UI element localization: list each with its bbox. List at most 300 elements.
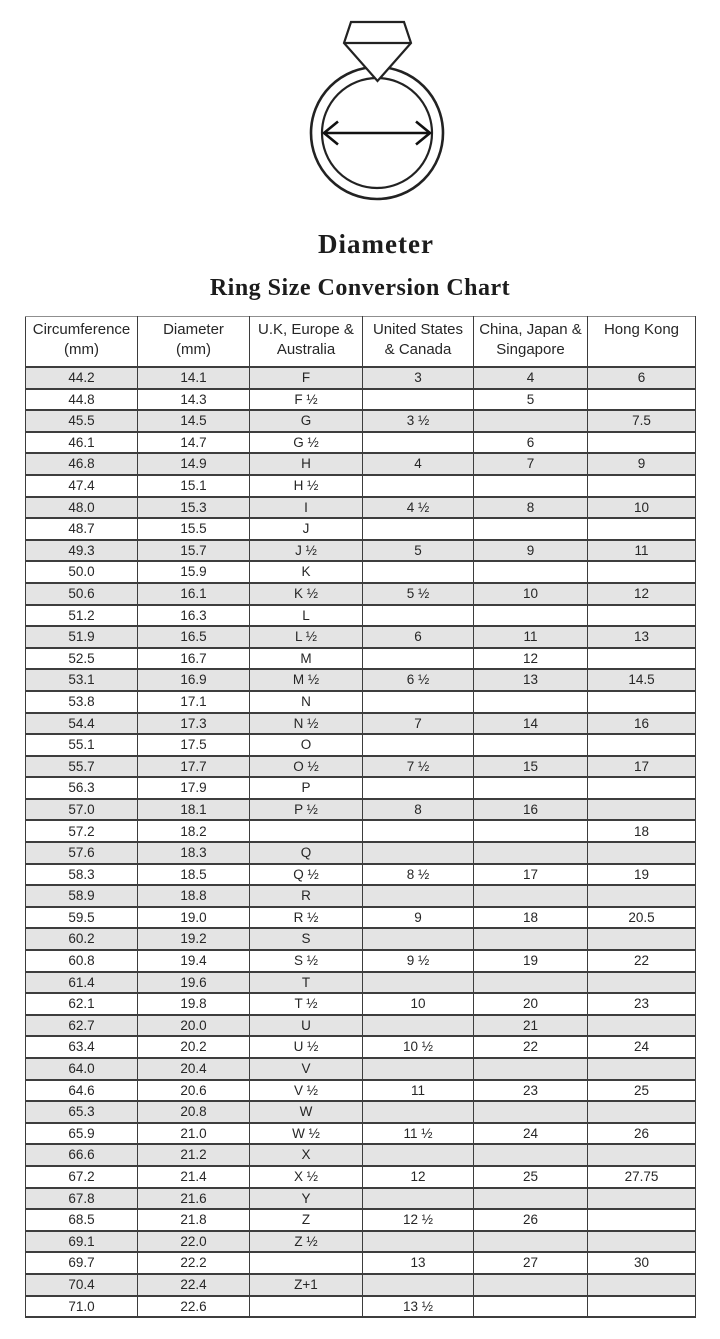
table-cell: 50.6 bbox=[26, 583, 138, 605]
column-header-circumference: Circumference (mm) bbox=[26, 317, 138, 368]
table-cell bbox=[474, 777, 588, 799]
table-cell: 17.9 bbox=[138, 777, 250, 799]
table-cell: 5 bbox=[474, 389, 588, 411]
table-cell: 7 ½ bbox=[363, 756, 474, 778]
table-row bbox=[26, 1080, 696, 1102]
table-cell: 16 bbox=[474, 799, 588, 821]
table-cell: 11 ½ bbox=[363, 1123, 474, 1145]
table-cell bbox=[588, 972, 696, 994]
table-cell: 47.4 bbox=[26, 475, 138, 497]
table-cell bbox=[474, 1101, 588, 1123]
table-cell: 63.4 bbox=[26, 1036, 138, 1058]
table-cell: 18 bbox=[588, 820, 696, 842]
table-cell: 23 bbox=[474, 1080, 588, 1102]
table-cell: 10 ½ bbox=[363, 1036, 474, 1058]
table-cell bbox=[474, 1188, 588, 1210]
table-row bbox=[26, 605, 696, 627]
table-cell bbox=[363, 820, 474, 842]
table-cell: 10 bbox=[474, 583, 588, 605]
table-cell: 14.1 bbox=[138, 367, 250, 389]
table-cell bbox=[588, 1188, 696, 1210]
table-row bbox=[26, 1058, 696, 1080]
table-cell: 21 bbox=[474, 1015, 588, 1037]
table-cell: 13 bbox=[474, 669, 588, 691]
table-cell: 5 bbox=[363, 540, 474, 562]
table-cell: 25 bbox=[474, 1166, 588, 1188]
table-cell: 11 bbox=[474, 626, 588, 648]
table-cell: 46.8 bbox=[26, 453, 138, 475]
table-cell bbox=[474, 518, 588, 540]
table-cell: L bbox=[250, 605, 363, 627]
table-cell: 51.9 bbox=[26, 626, 138, 648]
table-cell: 15.9 bbox=[138, 561, 250, 583]
table-cell: 69.7 bbox=[26, 1252, 138, 1274]
table-cell bbox=[474, 885, 588, 907]
table-cell bbox=[363, 972, 474, 994]
table-cell bbox=[588, 777, 696, 799]
table-cell: 8 bbox=[474, 497, 588, 519]
table-cell: 45.5 bbox=[26, 410, 138, 432]
table-cell: 16.7 bbox=[138, 648, 250, 670]
table-cell: 61.4 bbox=[26, 972, 138, 994]
table-row bbox=[26, 453, 696, 475]
table-cell: 18.1 bbox=[138, 799, 250, 821]
table-body bbox=[26, 367, 696, 1317]
table-cell: 12 bbox=[474, 648, 588, 670]
table-cell: N bbox=[250, 691, 363, 713]
table-cell: 58.9 bbox=[26, 885, 138, 907]
table-cell: 27.75 bbox=[588, 1166, 696, 1188]
table-row bbox=[26, 842, 696, 864]
table-cell: 62.1 bbox=[26, 993, 138, 1015]
table-cell: 55.1 bbox=[26, 734, 138, 756]
table-cell bbox=[363, 734, 474, 756]
table-cell: 46.1 bbox=[26, 432, 138, 454]
table-cell: 17 bbox=[588, 756, 696, 778]
page-title: Ring Size Conversion Chart bbox=[209, 275, 511, 301]
table-cell bbox=[588, 1144, 696, 1166]
diameter-arrow-icon bbox=[324, 122, 430, 145]
column-header-hong-kong: Hong Kong bbox=[588, 317, 696, 368]
table-cell: 18.3 bbox=[138, 842, 250, 864]
table-cell: 17.5 bbox=[138, 734, 250, 756]
ring-size-conversion-table bbox=[25, 316, 696, 1318]
table-cell: 20.6 bbox=[138, 1080, 250, 1102]
table-cell: 57.0 bbox=[26, 799, 138, 821]
table-cell bbox=[588, 1101, 696, 1123]
table-cell: P ½ bbox=[250, 799, 363, 821]
table-cell: 71.0 bbox=[26, 1296, 138, 1318]
table-cell: R ½ bbox=[250, 907, 363, 929]
table-row bbox=[26, 1188, 696, 1210]
table-cell: Y bbox=[250, 1188, 363, 1210]
table-cell: 26 bbox=[588, 1123, 696, 1145]
table-cell bbox=[474, 820, 588, 842]
table-cell: 19.6 bbox=[138, 972, 250, 994]
table-cell: 27 bbox=[474, 1252, 588, 1274]
table-cell: 14.7 bbox=[138, 432, 250, 454]
table-cell bbox=[363, 928, 474, 950]
table-cell: T ½ bbox=[250, 993, 363, 1015]
table-cell: 22.4 bbox=[138, 1274, 250, 1296]
table-cell bbox=[474, 1296, 588, 1318]
table-cell: 64.0 bbox=[26, 1058, 138, 1080]
table-cell bbox=[474, 605, 588, 627]
table-cell: 67.2 bbox=[26, 1166, 138, 1188]
table-cell: 4 bbox=[363, 453, 474, 475]
table-cell bbox=[363, 1015, 474, 1037]
table-cell: N ½ bbox=[250, 713, 363, 735]
table-row bbox=[26, 1144, 696, 1166]
table-cell: 6 bbox=[588, 367, 696, 389]
table-cell: J bbox=[250, 518, 363, 540]
table-row bbox=[26, 626, 696, 648]
table-cell: U bbox=[250, 1015, 363, 1037]
table-cell: 13 bbox=[588, 626, 696, 648]
table-cell: 70.4 bbox=[26, 1274, 138, 1296]
table-cell: 14 bbox=[474, 713, 588, 735]
table-cell bbox=[363, 1101, 474, 1123]
table-cell: 19.8 bbox=[138, 993, 250, 1015]
table-cell: 60.8 bbox=[26, 950, 138, 972]
table-cell bbox=[363, 1188, 474, 1210]
table-cell bbox=[588, 389, 696, 411]
table-cell: 58.3 bbox=[26, 864, 138, 886]
table-cell bbox=[588, 842, 696, 864]
table-row bbox=[26, 993, 696, 1015]
table-cell: 57.6 bbox=[26, 842, 138, 864]
table-cell: 49.3 bbox=[26, 540, 138, 562]
table-cell: G ½ bbox=[250, 432, 363, 454]
table-cell: H bbox=[250, 453, 363, 475]
table-cell bbox=[250, 1252, 363, 1274]
table-cell: 50.0 bbox=[26, 561, 138, 583]
table-cell: 21.8 bbox=[138, 1209, 250, 1231]
table-cell: Z+1 bbox=[250, 1274, 363, 1296]
table-cell: 15.3 bbox=[138, 497, 250, 519]
table-row bbox=[26, 669, 696, 691]
table-cell: 30 bbox=[588, 1252, 696, 1274]
table-cell: 6 ½ bbox=[363, 669, 474, 691]
table-cell: K ½ bbox=[250, 583, 363, 605]
table-cell: 12 bbox=[588, 583, 696, 605]
table-cell: 24 bbox=[588, 1036, 696, 1058]
table-cell: M ½ bbox=[250, 669, 363, 691]
table-row bbox=[26, 950, 696, 972]
table-cell: 57.2 bbox=[26, 820, 138, 842]
table-cell: S ½ bbox=[250, 950, 363, 972]
table-row bbox=[26, 1101, 696, 1123]
table-cell bbox=[363, 561, 474, 583]
table-cell: R bbox=[250, 885, 363, 907]
table-cell: 48.0 bbox=[26, 497, 138, 519]
table-cell: 44.8 bbox=[26, 389, 138, 411]
table-cell: 24 bbox=[474, 1123, 588, 1145]
table-cell: 51.2 bbox=[26, 605, 138, 627]
table-cell bbox=[588, 885, 696, 907]
table-cell: P bbox=[250, 777, 363, 799]
table-cell: 10 bbox=[363, 993, 474, 1015]
table-cell bbox=[474, 410, 588, 432]
table-cell: 56.3 bbox=[26, 777, 138, 799]
table-cell: 19.0 bbox=[138, 907, 250, 929]
table-cell: 8 ½ bbox=[363, 864, 474, 886]
table-cell bbox=[474, 842, 588, 864]
table-cell bbox=[588, 734, 696, 756]
ring-diagram bbox=[291, 10, 461, 215]
table-cell: I bbox=[250, 497, 363, 519]
table-row bbox=[26, 777, 696, 799]
table-cell: 19.4 bbox=[138, 950, 250, 972]
table-row bbox=[26, 972, 696, 994]
table-cell bbox=[588, 475, 696, 497]
table-cell: 21.4 bbox=[138, 1166, 250, 1188]
table-cell bbox=[363, 691, 474, 713]
table-cell: 18.2 bbox=[138, 820, 250, 842]
table-cell bbox=[363, 1231, 474, 1253]
table-cell bbox=[588, 1058, 696, 1080]
table-cell: 9 bbox=[588, 453, 696, 475]
table-cell bbox=[588, 518, 696, 540]
table-cell bbox=[588, 561, 696, 583]
table-row bbox=[26, 1231, 696, 1253]
table-cell: 53.1 bbox=[26, 669, 138, 691]
table-cell: V bbox=[250, 1058, 363, 1080]
table-cell bbox=[363, 432, 474, 454]
table-cell bbox=[363, 1058, 474, 1080]
table-cell: 14.9 bbox=[138, 453, 250, 475]
table-cell: F ½ bbox=[250, 389, 363, 411]
table-cell: 17.7 bbox=[138, 756, 250, 778]
table-cell: 23 bbox=[588, 993, 696, 1015]
table-cell: 20.0 bbox=[138, 1015, 250, 1037]
table-cell: 7.5 bbox=[588, 410, 696, 432]
table-cell bbox=[474, 928, 588, 950]
table-cell: T bbox=[250, 972, 363, 994]
table-cell bbox=[474, 1231, 588, 1253]
table-cell: 21.2 bbox=[138, 1144, 250, 1166]
table-cell bbox=[474, 475, 588, 497]
table-cell: 4 bbox=[474, 367, 588, 389]
table-cell: 22 bbox=[588, 950, 696, 972]
table-cell: 20.5 bbox=[588, 907, 696, 929]
table-cell: L ½ bbox=[250, 626, 363, 648]
table-cell: U ½ bbox=[250, 1036, 363, 1058]
table-row bbox=[26, 497, 696, 519]
table-cell: 3 ½ bbox=[363, 410, 474, 432]
table-cell: 55.7 bbox=[26, 756, 138, 778]
table-row bbox=[26, 1123, 696, 1145]
table-row bbox=[26, 864, 696, 886]
table-cell bbox=[363, 518, 474, 540]
table-row bbox=[26, 410, 696, 432]
table-row bbox=[26, 1274, 696, 1296]
table-cell: 9 ½ bbox=[363, 950, 474, 972]
table-cell bbox=[588, 648, 696, 670]
table-cell bbox=[588, 1209, 696, 1231]
table-cell: 59.5 bbox=[26, 907, 138, 929]
table-cell: Z ½ bbox=[250, 1231, 363, 1253]
table-cell: 4 ½ bbox=[363, 497, 474, 519]
table-cell: 54.4 bbox=[26, 713, 138, 735]
table-cell: 20.4 bbox=[138, 1058, 250, 1080]
table-cell: 9 bbox=[474, 540, 588, 562]
table-cell: 16.5 bbox=[138, 626, 250, 648]
table-cell: 14.3 bbox=[138, 389, 250, 411]
table-cell bbox=[588, 1296, 696, 1318]
table-cell: W bbox=[250, 1101, 363, 1123]
table-cell: 19 bbox=[474, 950, 588, 972]
table-cell: X ½ bbox=[250, 1166, 363, 1188]
table-cell: 14.5 bbox=[138, 410, 250, 432]
table-row bbox=[26, 561, 696, 583]
table-cell: 3 bbox=[363, 367, 474, 389]
table-cell: 62.7 bbox=[26, 1015, 138, 1037]
table-cell: V ½ bbox=[250, 1080, 363, 1102]
table-cell bbox=[588, 605, 696, 627]
table-cell: Z bbox=[250, 1209, 363, 1231]
table-cell: 44.2 bbox=[26, 367, 138, 389]
table-row bbox=[26, 734, 696, 756]
table-cell: 19.2 bbox=[138, 928, 250, 950]
column-header-uk-europe-australia: U.K, Europe & Australia bbox=[250, 317, 363, 368]
table-cell: W ½ bbox=[250, 1123, 363, 1145]
table-cell: 21.6 bbox=[138, 1188, 250, 1210]
table-cell: 22.2 bbox=[138, 1252, 250, 1274]
table-cell: 69.1 bbox=[26, 1231, 138, 1253]
table-cell bbox=[474, 972, 588, 994]
table-cell bbox=[474, 1144, 588, 1166]
table-cell: S bbox=[250, 928, 363, 950]
table-cell: O bbox=[250, 734, 363, 756]
table-cell: 68.5 bbox=[26, 1209, 138, 1231]
table-cell: 22.6 bbox=[138, 1296, 250, 1318]
table-row bbox=[26, 389, 696, 411]
table-row bbox=[26, 756, 696, 778]
table-cell: 67.8 bbox=[26, 1188, 138, 1210]
table-cell: 65.3 bbox=[26, 1101, 138, 1123]
table-cell: 20.8 bbox=[138, 1101, 250, 1123]
table-cell: 16.1 bbox=[138, 583, 250, 605]
table-cell: G bbox=[250, 410, 363, 432]
table-row bbox=[26, 540, 696, 562]
table-cell: 18 bbox=[474, 907, 588, 929]
table-cell bbox=[250, 1296, 363, 1318]
table-cell: Q bbox=[250, 842, 363, 864]
table-cell: 53.8 bbox=[26, 691, 138, 713]
table-cell: 6 bbox=[474, 432, 588, 454]
table-row bbox=[26, 475, 696, 497]
table-cell: 12 bbox=[363, 1166, 474, 1188]
table-cell: K bbox=[250, 561, 363, 583]
ring-diameter-icon bbox=[291, 10, 461, 210]
table-cell bbox=[363, 777, 474, 799]
table-cell: Q ½ bbox=[250, 864, 363, 886]
table-cell: 11 bbox=[363, 1080, 474, 1102]
table-cell: 14.5 bbox=[588, 669, 696, 691]
table-header bbox=[26, 317, 696, 368]
table-cell: J ½ bbox=[250, 540, 363, 562]
table-cell bbox=[588, 1274, 696, 1296]
table-cell: 26 bbox=[474, 1209, 588, 1231]
table-cell bbox=[474, 734, 588, 756]
table-cell bbox=[588, 928, 696, 950]
table-row bbox=[26, 1166, 696, 1188]
table-row bbox=[26, 518, 696, 540]
table-cell bbox=[588, 432, 696, 454]
table-cell: 60.2 bbox=[26, 928, 138, 950]
table-cell bbox=[363, 605, 474, 627]
table-cell: H ½ bbox=[250, 475, 363, 497]
table-cell: 5 ½ bbox=[363, 583, 474, 605]
table-cell: 52.5 bbox=[26, 648, 138, 670]
table-cell bbox=[588, 1231, 696, 1253]
table-cell: 15.1 bbox=[138, 475, 250, 497]
table-cell: 13 ½ bbox=[363, 1296, 474, 1318]
table-cell: 20.2 bbox=[138, 1036, 250, 1058]
table-cell: 15.5 bbox=[138, 518, 250, 540]
table-row bbox=[26, 1015, 696, 1037]
table-cell bbox=[363, 842, 474, 864]
table-cell: X bbox=[250, 1144, 363, 1166]
table-cell bbox=[588, 691, 696, 713]
table-cell bbox=[474, 691, 588, 713]
table-cell bbox=[474, 1274, 588, 1296]
table-cell: 16.3 bbox=[138, 605, 250, 627]
table-cell: F bbox=[250, 367, 363, 389]
table-row bbox=[26, 885, 696, 907]
table-cell: 8 bbox=[363, 799, 474, 821]
table-cell: 65.9 bbox=[26, 1123, 138, 1145]
table-row bbox=[26, 432, 696, 454]
table-cell bbox=[363, 885, 474, 907]
table-cell: 64.6 bbox=[26, 1080, 138, 1102]
table-cell bbox=[363, 1144, 474, 1166]
table-row bbox=[26, 1036, 696, 1058]
table-cell: 16 bbox=[588, 713, 696, 735]
column-header-diameter: Diameter (mm) bbox=[138, 317, 250, 368]
table-cell: 20 bbox=[474, 993, 588, 1015]
table-cell bbox=[363, 1274, 474, 1296]
table-row bbox=[26, 1252, 696, 1274]
table-cell bbox=[474, 561, 588, 583]
table-cell bbox=[474, 1058, 588, 1080]
table-cell: 11 bbox=[588, 540, 696, 562]
table-cell: 18.5 bbox=[138, 864, 250, 886]
table-row bbox=[26, 928, 696, 950]
table-row bbox=[26, 583, 696, 605]
diameter-label: Diameter bbox=[318, 229, 434, 259]
table-cell bbox=[588, 1015, 696, 1037]
table-cell: 22.0 bbox=[138, 1231, 250, 1253]
table-row bbox=[26, 691, 696, 713]
table-cell: O ½ bbox=[250, 756, 363, 778]
table-row bbox=[26, 907, 696, 929]
table-cell: 16.9 bbox=[138, 669, 250, 691]
column-header-us-canada: United States & Canada bbox=[363, 317, 474, 368]
table-cell: 15.7 bbox=[138, 540, 250, 562]
table-cell: 66.6 bbox=[26, 1144, 138, 1166]
table-cell: 17.1 bbox=[138, 691, 250, 713]
table-cell: 19 bbox=[588, 864, 696, 886]
table-cell: M bbox=[250, 648, 363, 670]
table-cell: 17.3 bbox=[138, 713, 250, 735]
table-cell: 18.8 bbox=[138, 885, 250, 907]
table-cell: 21.0 bbox=[138, 1123, 250, 1145]
table-cell: 17 bbox=[474, 864, 588, 886]
table-cell: 7 bbox=[474, 453, 588, 475]
table-cell: 48.7 bbox=[26, 518, 138, 540]
